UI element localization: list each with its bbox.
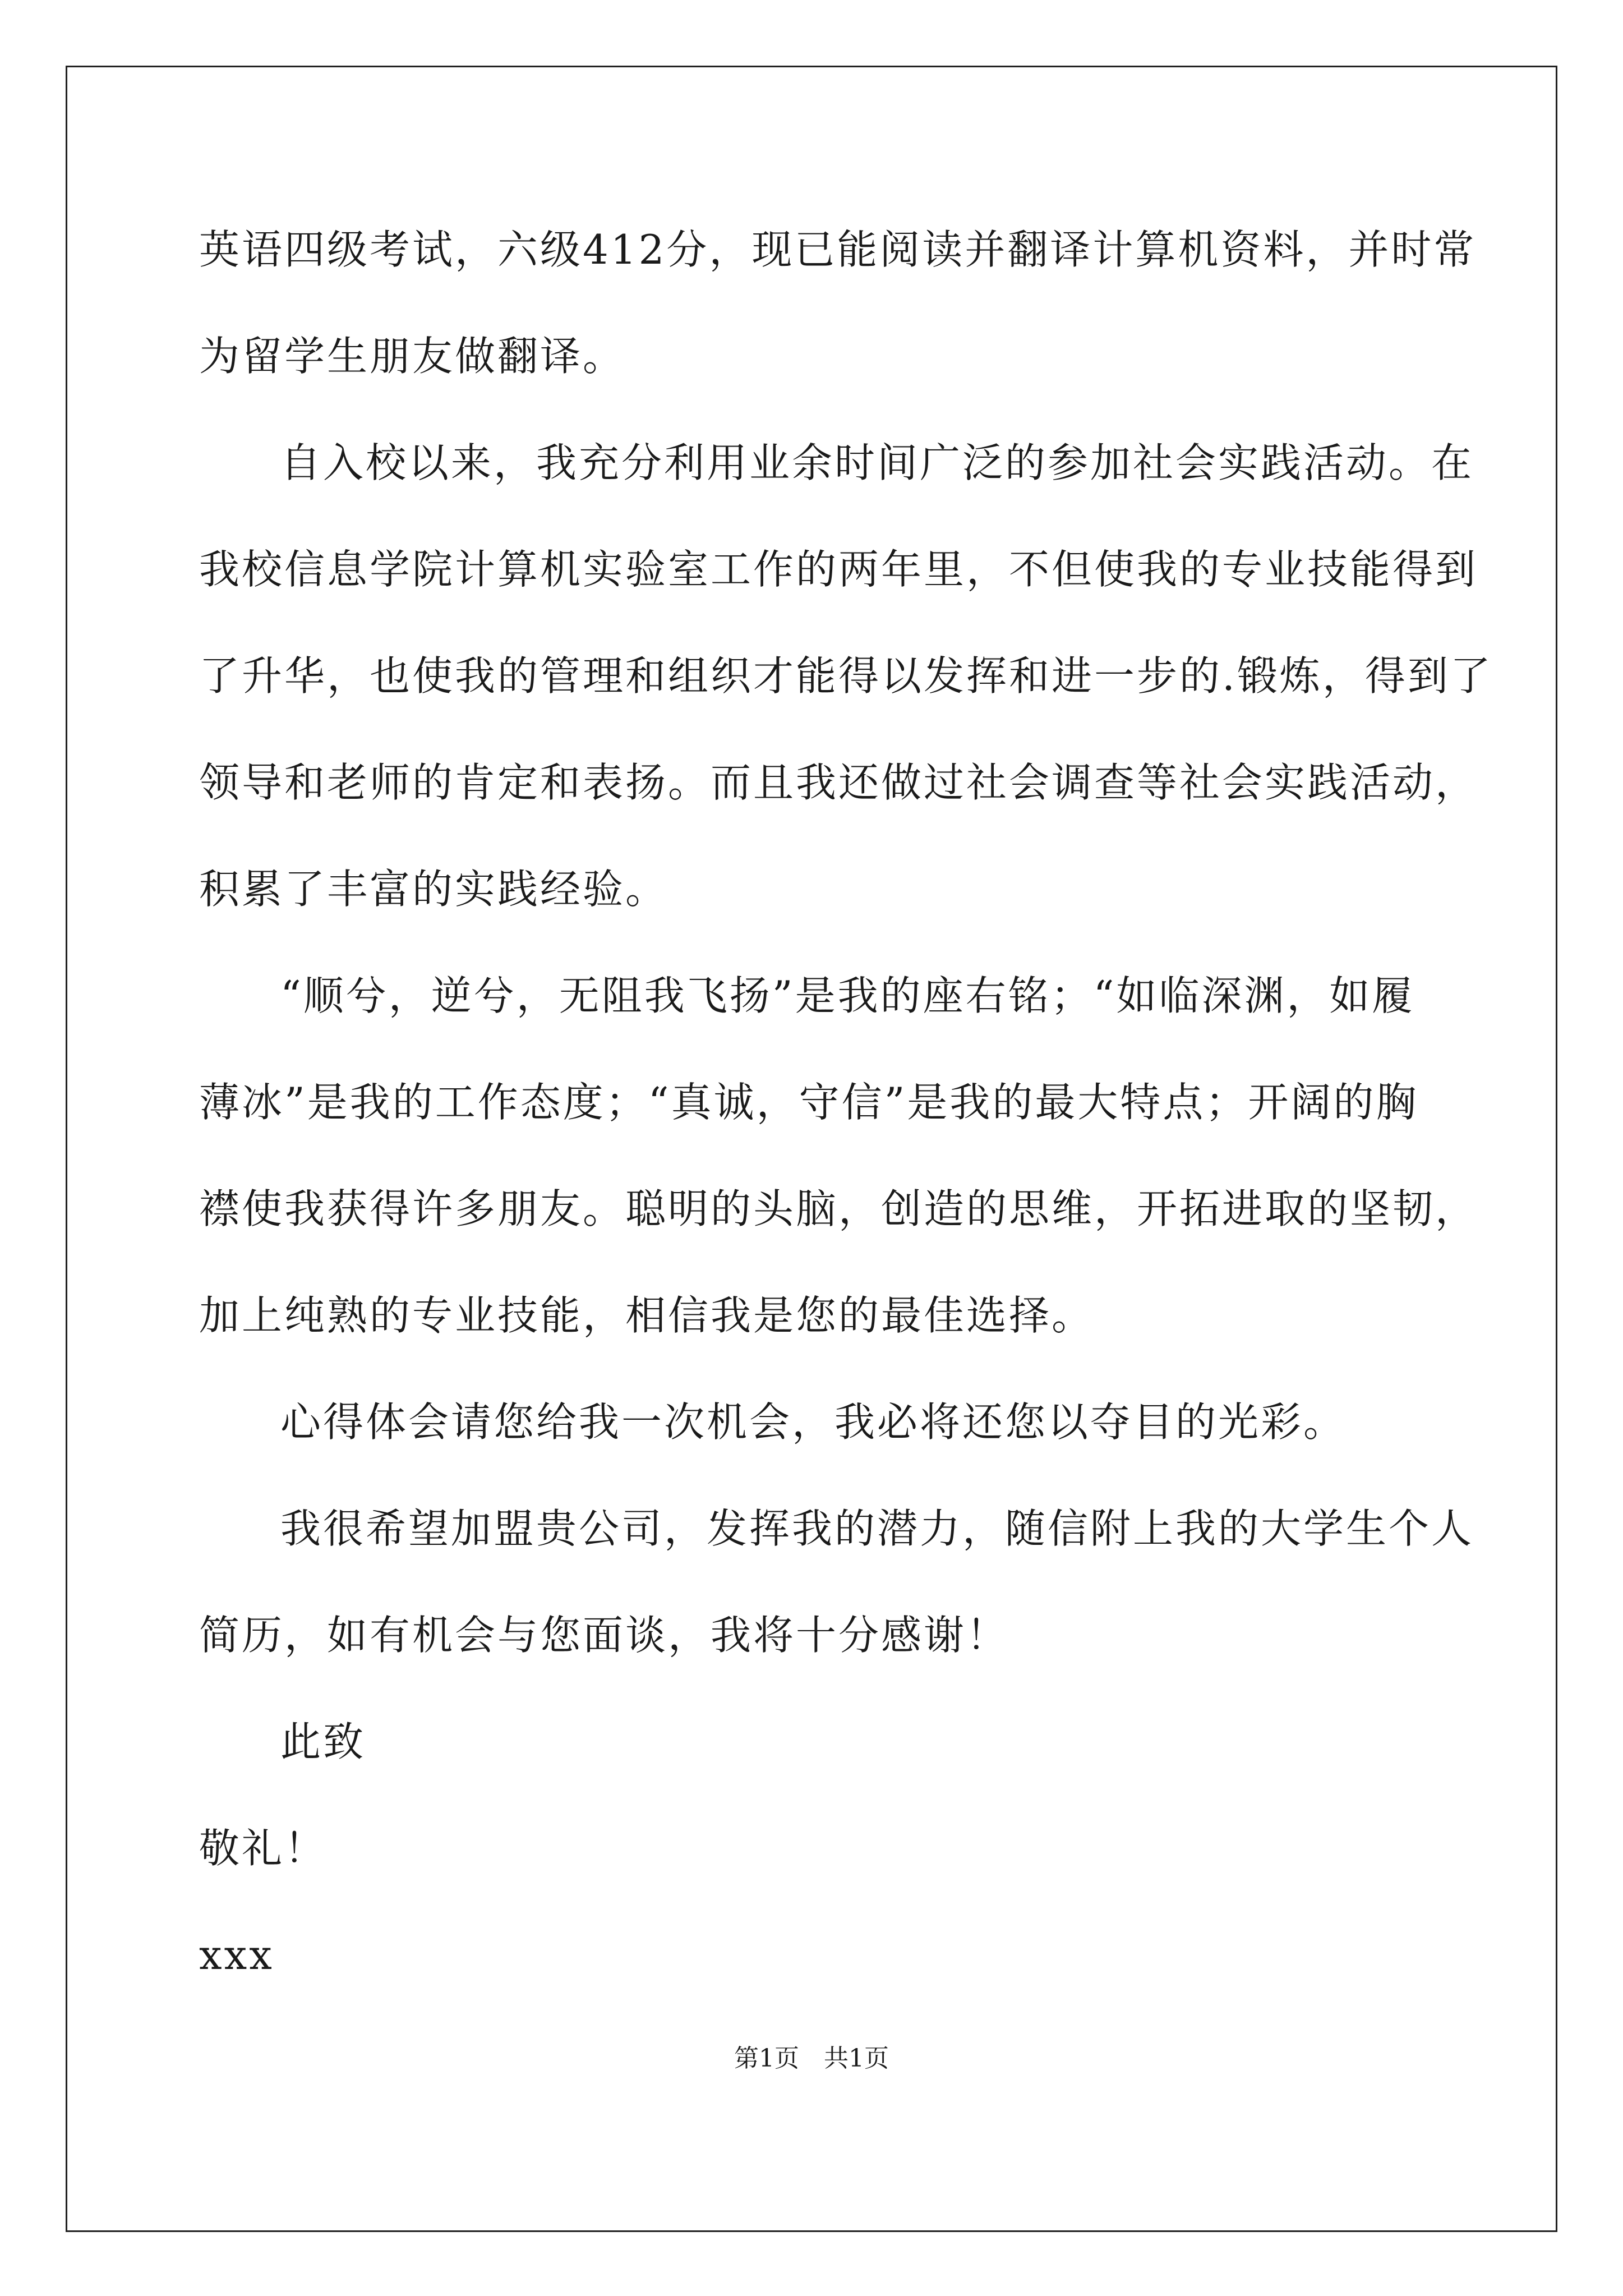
text-line: 领导和老师的肯定和表扬。而且我还做过社会调查等社会实践活动， — [199, 759, 1478, 806]
text-line: 襟使我获得许多朋友。聪明的头脑，创造的思维，开拓进取的坚韧， — [199, 1185, 1478, 1232]
text-line: 薄冰”是我的工作态度；“真诚，守信”是我的最大特点；开阔的胸 — [199, 1079, 1419, 1126]
text-line: 加上纯熟的专业技能，相信我是您的最佳选择。 — [199, 1292, 1095, 1339]
text-line: 为留学生朋友做翻译。 — [199, 333, 626, 380]
text-line: 积累了丰富的实践经验。 — [199, 866, 668, 913]
signature: xxx — [199, 1931, 274, 1978]
text-line: 英语四级考试，六级412分，现已能阅读并翻译计算机资料，并时常 — [199, 226, 1477, 273]
page-footer: 第1页 共1页 — [734, 2044, 889, 2073]
paragraph-start-line: 自入校以来，我充分利用业余时间广泛的参加社会实践活动。在 — [280, 439, 1474, 486]
text-line: 了升华，也使我的管理和组织才能得以发挥和进一步的.锻炼，得到了 — [199, 652, 1493, 700]
closing-regards: 敬礼！ — [199, 1825, 328, 1872]
closing-salutation: 此致 — [280, 1718, 366, 1765]
text-line: 我校信息学院计算机实验室工作的两年里，不但使我的专业技能得到 — [199, 546, 1478, 593]
paragraph-start-line: 我很希望加盟贵公司，发挥我的潜力，随信附上我的大学生个人 — [280, 1505, 1474, 1552]
paragraph-start-line: “顺兮，逆兮，无阻我飞扬”是我的座右铭；“如临深渊，如履 — [280, 972, 1415, 1019]
letter-body — [199, 208, 1493, 2019]
text-line: 简历，如有机会与您面谈，我将十分感谢！ — [199, 1612, 1009, 1659]
paragraph-start-line: 心得体会请您给我一次机会，我必将还您以夺目的光彩。 — [280, 1398, 1347, 1446]
